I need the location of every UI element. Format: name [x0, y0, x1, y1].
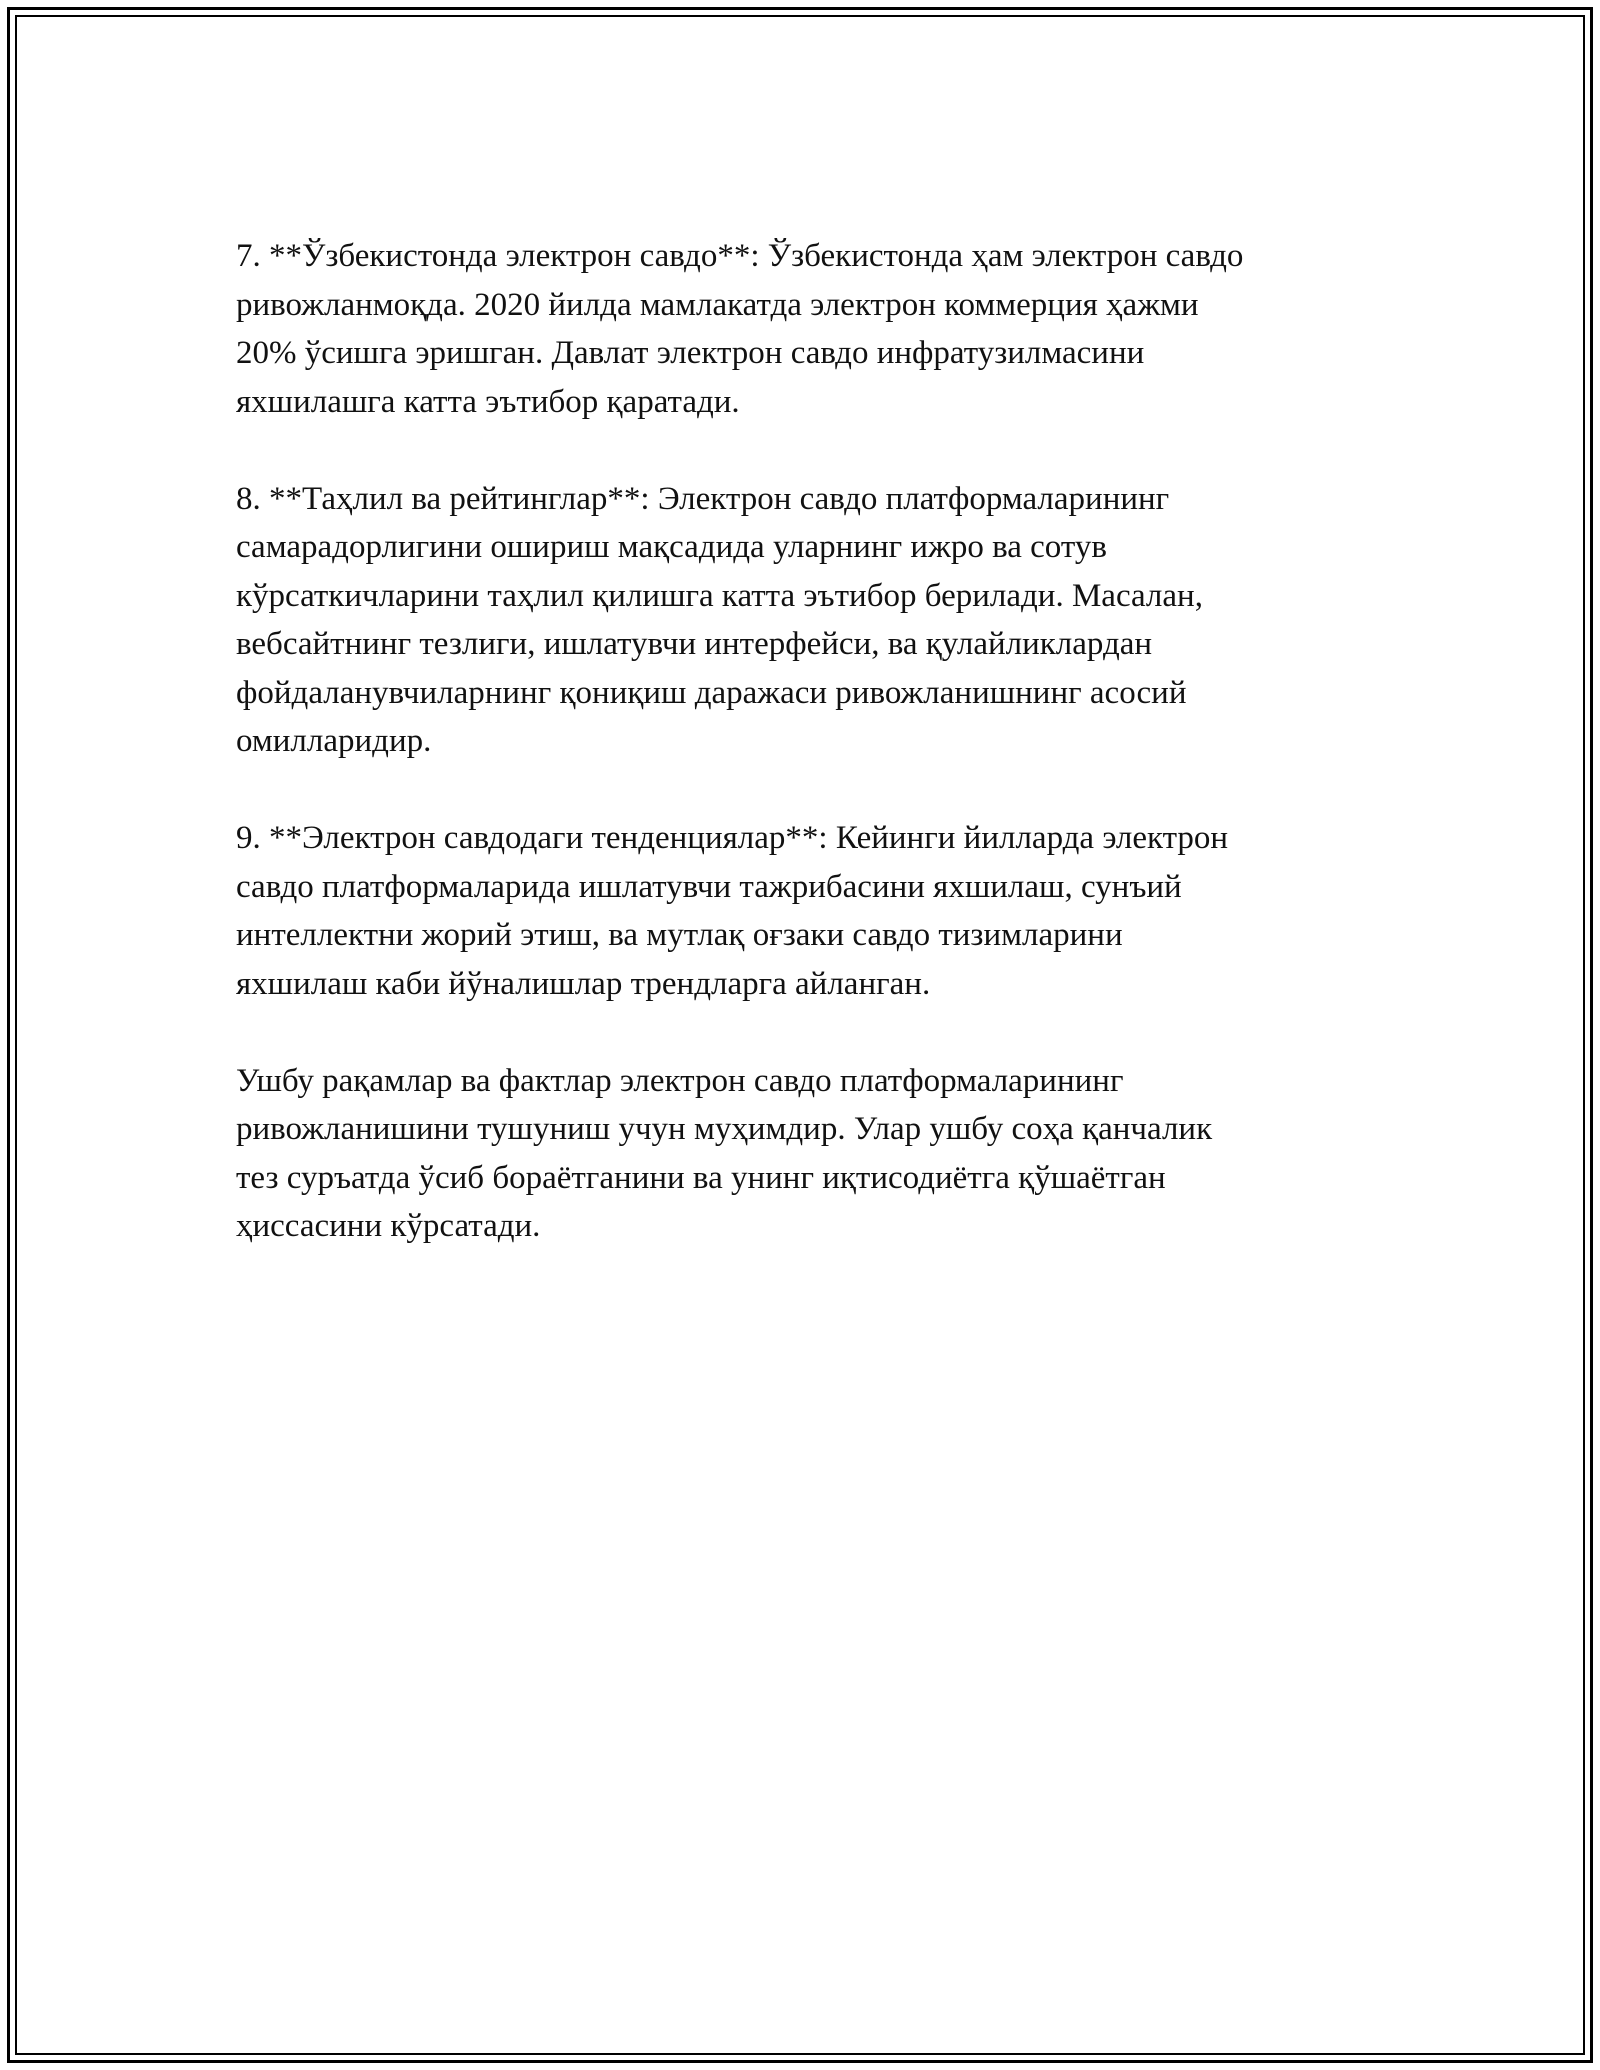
paragraph-conclusion: Ушбу рақамлар ва фактлар электрон савдо платформаларининг ривожланишини тушуниш учун муҳимдир. Улар ушбу соҳа қанчалик тез суръатда ўсиб бораётганини ва унинг иқтисодиётга қўшаётган ҳиссасини кўрсатади. — [236, 1062, 1213, 1244]
paragraph-7-uzbekistan-ecommerce: 7. **Ўзбекистонда электрон савдо**: Ўзбекистонда ҳам электрон савдо ривожланмоқда. 2020 йилда мамлакатда электрон коммерция ҳажми 20% ўсишга эришган. Давлат электрон савдо инфратузилмасини яхшилашга катта эътибор қаратади. — [236, 238, 1244, 420]
paragraph-9-ecommerce-trends: 9. **Электрон савдодаги тенденциялар**: Кейинги йилларда электрон савдо платформаларида ишлатувчи тажрибасини яхшилаш, сунъий интеллектни жорий этиш, ва мутлақ оғзаки савдо тизимларини яхшилаш каби йўналишлар трендларга айланган. — [236, 820, 1229, 1002]
paragraph-8-analysis-ratings: 8. **Таҳлил ва рейтинглар**: Электрон савдо платформаларининг самарадорлигини ошириш мақсадида уларнинг ижро ва сотув кўрсаткичларини таҳлил қилишга катта эътибор берилади. Масалан, вебсайтнинг тезлиги, ишлатувчи интерфейси, ва қулайликлардан фойдаланувчиларнинг қониқиш даражаси ривожланишнинг асосий омилларидир. — [236, 480, 1203, 759]
document-body — [236, 232, 1376, 1299]
